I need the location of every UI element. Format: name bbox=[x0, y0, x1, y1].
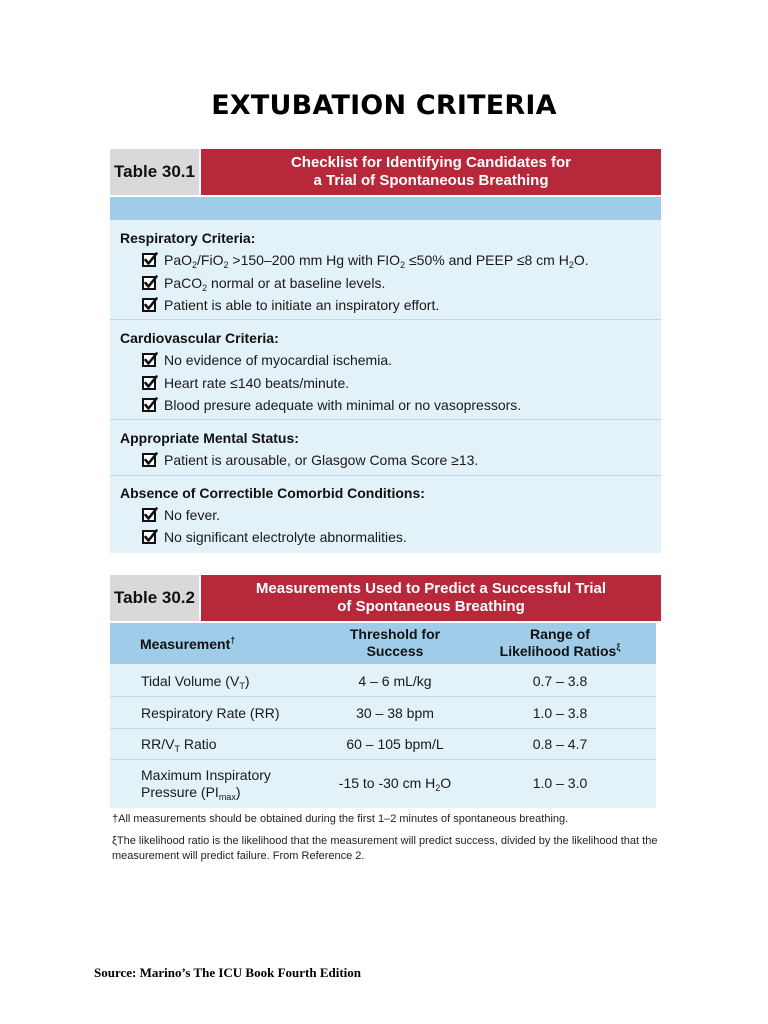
table-row bbox=[110, 729, 656, 760]
mental-status-section bbox=[110, 420, 661, 476]
respiratory-section bbox=[110, 220, 661, 320]
criterion-text: Patient is able to initiate an inspiratory effort. bbox=[164, 297, 440, 313]
criterion-item bbox=[142, 375, 349, 391]
criterion-text: PaO$_2$/FiO$_2$ >150–200 mm Hg with $FIO_2 \le 50\%$ and PEEP ≤8 cm $H_2O$. bbox=[164, 252, 589, 270]
checked-box-icon bbox=[142, 397, 158, 413]
criterion-item bbox=[142, 452, 478, 468]
checked-box-icon bbox=[142, 452, 158, 468]
table-row bbox=[110, 697, 656, 729]
section-title: Appropriate Mental Status: bbox=[120, 430, 299, 446]
section-title: Respiratory Criteria: bbox=[120, 230, 256, 246]
range-cell: 0.8 – 4.7 bbox=[532, 736, 588, 752]
criterion-item bbox=[142, 397, 521, 413]
table2-title-line1: Measurements Used to Predict a Successful Trial bbox=[255, 580, 607, 597]
cardiovascular-section bbox=[110, 320, 661, 420]
table1-number: Table 30.1 bbox=[110, 149, 201, 195]
table2-body bbox=[110, 664, 656, 808]
dagger-mark: † bbox=[230, 635, 236, 645]
threshold-cell: 60 – 105 bpm/L bbox=[346, 736, 444, 752]
table2-title bbox=[201, 575, 661, 621]
threshold-cell: 4 – 6 mL/kg bbox=[358, 673, 432, 689]
criterion-text: No fever. bbox=[164, 507, 221, 523]
measurement-column-header bbox=[140, 636, 235, 653]
measurement-cell: $RR/V_T$ Ratio bbox=[141, 736, 217, 754]
table1-band bbox=[110, 197, 661, 220]
table1-title-line1: Checklist for Identifying Candidates for bbox=[290, 154, 572, 171]
xi-mark: ξ bbox=[616, 642, 621, 652]
range-column-header bbox=[485, 626, 635, 660]
measurement-line2: Pressure $(PI_{max})$ bbox=[141, 784, 241, 802]
table1-title-line2: a Trial of Spontaneous Breathing bbox=[313, 172, 549, 189]
criterion-text: Patient is arousable, or Glasgow Coma Score ≥13. bbox=[164, 452, 479, 468]
criterion-text: PaCO$_2$ normal or at baseline levels. bbox=[164, 275, 386, 293]
table2-header bbox=[110, 575, 661, 621]
source-citation: Source: Marino’s The ICU Book Fourth Edition bbox=[94, 965, 362, 980]
footnote-likelihood: ξThe likelihood ratio is the likelihood that the measurement will predict success, divided by the likelihood that the measurement will predict failure. From Reference 2. bbox=[112, 835, 658, 862]
table2-column-headers bbox=[110, 623, 656, 664]
range-header-line1: Range of bbox=[530, 626, 590, 642]
criterion-text: Blood presure adequate with minimal or no vasopressors. bbox=[164, 397, 522, 413]
checked-box-icon bbox=[142, 252, 158, 268]
checked-box-icon bbox=[142, 529, 158, 545]
range-header-line2: Likelihood Ratios bbox=[499, 643, 617, 659]
table-row bbox=[110, 760, 656, 808]
criterion-item bbox=[142, 529, 407, 545]
range-cell: 0.7 – 3.8 bbox=[532, 673, 588, 689]
criterion-text: Heart rate ≤140 beats/minute. bbox=[164, 375, 350, 391]
table1-title bbox=[201, 149, 661, 195]
table1-body bbox=[110, 220, 661, 553]
table2-title-line2: of Spontaneous Breathing bbox=[337, 598, 525, 615]
table2-number: Table 30.2 bbox=[110, 575, 201, 621]
measurement-cell bbox=[141, 767, 271, 801]
section-title: Absence of Correctible Comorbid Conditions: bbox=[120, 485, 425, 501]
checked-box-icon bbox=[142, 507, 158, 523]
checked-box-icon bbox=[142, 375, 158, 391]
criterion-item bbox=[142, 252, 589, 268]
threshold-cell: 30 – 38 bpm bbox=[356, 705, 434, 721]
criterion-item bbox=[142, 297, 439, 313]
checked-box-icon bbox=[142, 352, 158, 368]
measurement-cell: Respiratory Rate (RR) bbox=[141, 705, 280, 721]
range-cell: 1.0 – 3.8 bbox=[532, 705, 588, 721]
section-title: Cardiovascular Criteria: bbox=[120, 330, 279, 346]
criterion-item bbox=[142, 507, 220, 523]
table1-header bbox=[110, 149, 661, 195]
checked-box-icon bbox=[142, 297, 158, 313]
footnote-dagger: †All measurements should be obtained during the first 1–2 minutes of spontaneous breathing. bbox=[112, 813, 569, 825]
page-title: EXTUBATION CRITERIA bbox=[211, 90, 557, 121]
criterion-text: No evidence of myocardial ischemia. bbox=[164, 352, 392, 368]
table-row bbox=[110, 664, 656, 697]
threshold-header-line2: Success bbox=[366, 643, 424, 659]
measurement-line1: Maximum Inspiratory bbox=[141, 767, 271, 783]
criterion-item bbox=[142, 275, 385, 291]
threshold-header-line1: Threshold for bbox=[349, 626, 441, 642]
threshold-column-header bbox=[320, 626, 470, 660]
criterion-item bbox=[142, 352, 392, 368]
checked-box-icon bbox=[142, 275, 158, 291]
comorbid-section bbox=[110, 476, 661, 553]
measurement-cell: Tidal Volume $(V_T)$ bbox=[141, 673, 250, 691]
threshold-cell: -15 to -30 cm $H_2O$ bbox=[338, 775, 452, 793]
criterion-text: No significant electrolyte abnormalities. bbox=[164, 529, 407, 545]
range-cell: 1.0 – 3.0 bbox=[532, 775, 588, 791]
measurement-header-text: Measurement bbox=[140, 636, 231, 652]
